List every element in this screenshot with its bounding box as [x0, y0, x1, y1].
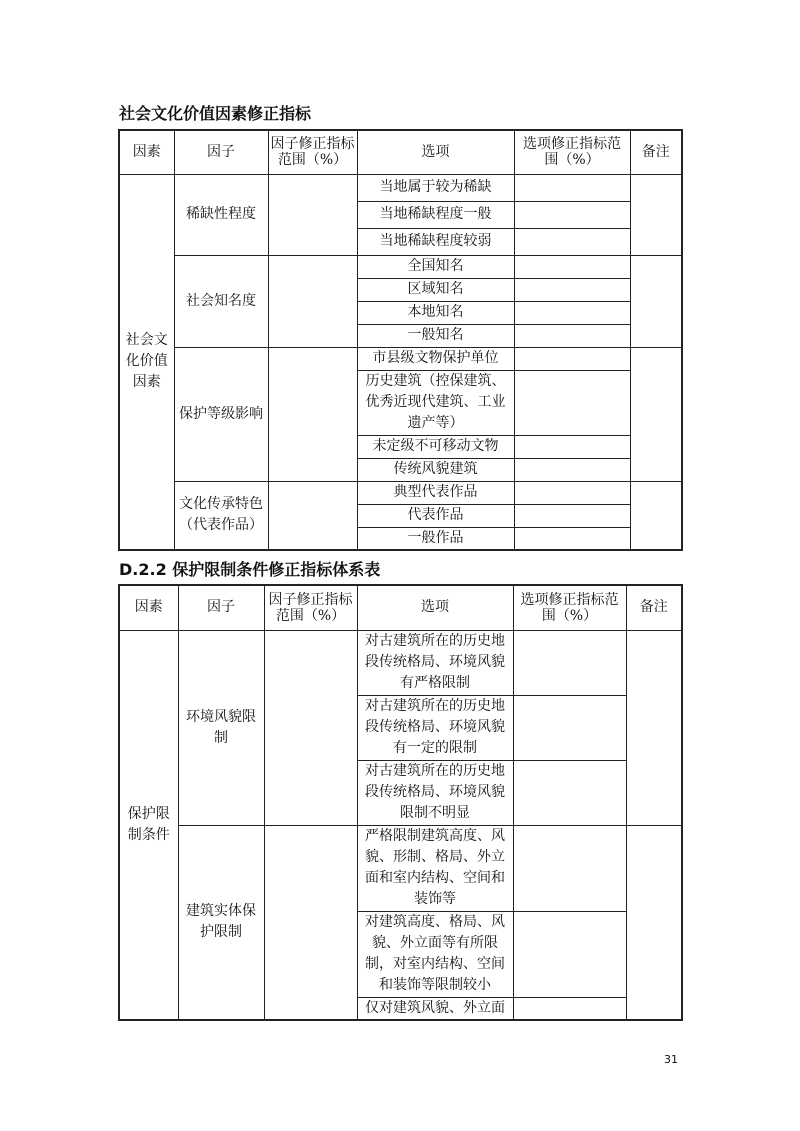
header-factor-range: 因子修正指标范围（%）	[264, 585, 357, 630]
remarks-cell	[630, 255, 682, 347]
option-cell: 当地属于较为稀缺	[357, 174, 514, 201]
option-range-cell	[514, 435, 630, 458]
option-cell: 传统风貌建筑	[357, 458, 514, 481]
option-range-cell	[513, 997, 626, 1020]
option-cell: 一般知名	[357, 324, 514, 347]
option-range-cell	[513, 911, 626, 997]
option-cell: 本地知名	[357, 301, 514, 324]
option-range-cell	[514, 370, 630, 435]
option-cell: 代表作品	[357, 504, 514, 527]
option-cell: 对建筑高度、格局、风貌、外立面等有所限制，对室内结构、空间和装饰等限制较小	[357, 911, 513, 997]
remarks-cell	[630, 174, 682, 255]
table2-title: D.2.2 保护限制条件修正指标体系表	[119, 560, 381, 579]
factor-building-protection: 建筑实体保护限制	[178, 825, 264, 1020]
option-range-cell	[513, 825, 626, 911]
option-range-cell	[514, 174, 630, 201]
factor-range-cell	[264, 630, 357, 825]
option-range-cell	[513, 760, 626, 825]
factor-protection-level: 保护等级影响	[174, 347, 268, 481]
option-cell: 对古建筑所在的历史地段传统格局、环境风貌有一定的限制	[357, 695, 513, 760]
header-option: 选项	[357, 585, 513, 630]
factor-range-cell	[268, 481, 357, 550]
option-cell: 对古建筑所在的历史地段传统格局、环境风貌有严格限制	[357, 630, 513, 695]
option-cell: 典型代表作品	[357, 481, 514, 504]
factor-cultural-heritage: 文化传承特色（代表作品）	[174, 481, 268, 550]
option-range-cell	[514, 347, 630, 370]
remarks-cell	[630, 481, 682, 550]
option-range-cell	[514, 527, 630, 550]
option-cell: 仅对建筑风貌、外立面	[357, 997, 513, 1020]
header-option: 选项	[357, 130, 514, 174]
header-factor: 因子	[174, 130, 268, 174]
factor-group-cell: 社会文化价值因素	[119, 174, 174, 550]
option-cell: 一般作品	[357, 527, 514, 550]
factor-range-cell	[264, 825, 357, 1020]
option-cell: 当地稀缺程度较弱	[357, 228, 514, 255]
remarks-cell	[626, 630, 682, 825]
header-remarks: 备注	[626, 585, 682, 630]
option-range-cell	[514, 278, 630, 301]
table1-title: 社会文化价值因素修正指标	[119, 104, 312, 123]
social-cultural-value-table	[118, 129, 683, 551]
factor-scarcity: 稀缺性程度	[174, 174, 268, 255]
header-factor: 因子	[178, 585, 264, 630]
option-range-cell	[514, 301, 630, 324]
remarks-cell	[630, 347, 682, 481]
factor-range-cell	[268, 347, 357, 481]
option-range-cell	[514, 255, 630, 278]
option-range-cell	[513, 695, 626, 760]
option-range-cell	[514, 201, 630, 228]
option-cell: 当地稀缺程度一般	[357, 201, 514, 228]
option-range-cell	[514, 228, 630, 255]
option-cell: 市县级文物保护单位	[357, 347, 514, 370]
option-range-cell	[514, 504, 630, 527]
option-cell: 历史建筑（控保建筑、优秀近现代建筑、工业遗产等）	[357, 370, 514, 435]
factor-social-reputation: 社会知名度	[174, 255, 268, 347]
option-cell: 区域知名	[357, 278, 514, 301]
page-number: 31	[664, 1053, 678, 1066]
factor-environment-restriction: 环境风貌限制	[178, 630, 264, 825]
option-range-cell	[514, 481, 630, 504]
option-cell: 全国知名	[357, 255, 514, 278]
option-range-cell	[514, 458, 630, 481]
option-cell: 未定级不可移动文物	[357, 435, 514, 458]
header-factor-group: 因素	[119, 130, 174, 174]
header-option-range: 选项修正指标范围（%）	[514, 130, 630, 174]
protection-restriction-table	[118, 584, 683, 1021]
factor-range-cell	[268, 174, 357, 255]
option-range-cell	[514, 324, 630, 347]
factor-group-cell: 保护限制条件	[119, 630, 178, 1020]
remarks-cell	[626, 825, 682, 1020]
header-remarks: 备注	[630, 130, 682, 174]
header-option-range: 选项修正指标范围（%）	[513, 585, 626, 630]
header-factor-range: 因子修正指标范围（%）	[268, 130, 357, 174]
factor-range-cell	[268, 255, 357, 347]
header-factor-group: 因素	[119, 585, 178, 630]
option-cell: 严格限制建筑高度、风貌、形制、格局、外立面和室内结构、空间和装饰等	[357, 825, 513, 911]
option-cell: 对古建筑所在的历史地段传统格局、环境风貌限制不明显	[357, 760, 513, 825]
option-range-cell	[513, 630, 626, 695]
